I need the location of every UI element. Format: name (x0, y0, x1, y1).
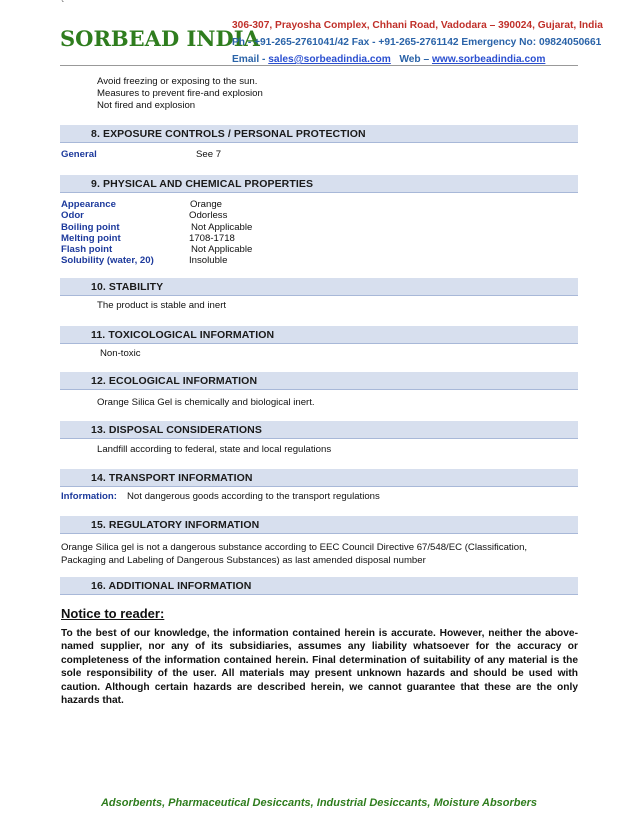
property-label: Melting point (61, 233, 121, 244)
section-header-11 (60, 326, 578, 344)
web-label: Web – (390, 54, 432, 65)
property-value: Odorless (189, 210, 228, 221)
section-header-8 (60, 125, 578, 143)
section-title: 9. PHYSICAL AND CHEMICAL PROPERTIES (91, 178, 314, 190)
section-title: 10. STABILITY (91, 281, 164, 293)
property-label: Appearance (61, 199, 116, 210)
property-label: Boiling point (61, 222, 120, 233)
corner-mark: ` (61, 0, 65, 11)
section-title: 13. DISPOSAL CONSIDERATIONS (91, 424, 262, 436)
section-title: 12. ECOLOGICAL INFORMATION (91, 375, 258, 387)
disposal-text: Landfill according to federal, state and local regulations (97, 444, 332, 455)
section-title: 8. EXPOSURE CONTROLS / PERSONAL PROTECTION (91, 128, 366, 140)
intro-line: Avoid freezing or exposing to the sun. (97, 76, 258, 87)
company-logo: SORBEAD INDIA (60, 26, 260, 51)
property-label: Solubility (water, 20) (61, 255, 154, 266)
section-header-9 (60, 175, 578, 193)
intro-line: Not fired and explosion (97, 100, 196, 111)
section-header-15 (60, 516, 578, 534)
section-header-16 (60, 577, 578, 595)
general-label: General (61, 149, 97, 160)
property-value: Orange (190, 199, 222, 210)
property-value: Insoluble (189, 255, 228, 266)
ecology-text: Orange Silica Gel is chemically and biological inert. (97, 397, 315, 408)
web-link[interactable]: www.sorbeadindia.com (431, 54, 546, 65)
header-divider (60, 65, 578, 66)
section-header-10 (60, 278, 578, 296)
section-title: 16. ADDITIONAL INFORMATION (91, 580, 252, 592)
property-label: Odor (61, 210, 84, 221)
company-phone: Ph - +91-265-2761041/42 Fax - +91-265-2761142 Emergency No: 09824050661 (232, 37, 602, 48)
notice-title: Notice to reader: (61, 606, 165, 621)
property-value: Not Applicable (191, 222, 253, 233)
property-value: Not Applicable (191, 244, 253, 255)
section-header-14 (60, 469, 578, 487)
section-title: 15. REGULATORY INFORMATION (91, 519, 260, 531)
section-title: 11. TOXICOLOGICAL INFORMATION (91, 329, 275, 341)
toxicology-text: Non-toxic (100, 348, 141, 359)
transport-label: Information: (61, 491, 117, 502)
regulatory-text: Packaging and Labeling of Dangerous Substances) as last amended disposal number (61, 555, 426, 566)
regulatory-text: Orange Silica gel is not a dangerous substance according to EEC Council Directive 67/548/EC (Classification, (61, 542, 528, 553)
section-title: 14. TRANSPORT INFORMATION (91, 472, 253, 484)
notice-body: To the best of our knowledge, the information contained herein is accurate. However, neither the above-named supplier, nor any of its subsidiaries, assumes any liability whatsoever for the accuracy or completeness of the information contained herein. Final determination of suitability of any material is the sole responsibility of the user. All materials may present unknown hazards and should be used with caution. Although certain hazards are described herein, we cannot guarantee that these are the only hazards that. (61, 628, 578, 707)
email-link[interactable]: sales@sorbeadindia.com (268, 54, 391, 65)
section-header-12 (60, 372, 578, 390)
email-label: Email - (232, 54, 269, 65)
footer-tagline: Adsorbents, Pharmaceutical Desiccants, Industrial Desiccants, Moisture Absorbers (100, 797, 538, 809)
stability-text: The product is stable and inert (97, 300, 227, 311)
general-value: See 7 (196, 149, 222, 160)
section-header-13 (60, 421, 578, 439)
property-value: 1708-1718 (189, 233, 235, 244)
company-address: 306-307, Prayosha Complex, Chhani Road, Vadodara – 390024, Gujarat, India (232, 20, 603, 31)
company-contact-block (232, 17, 603, 68)
property-label: Flash point (61, 244, 113, 255)
transport-text: Not dangerous goods according to the transport regulations (127, 491, 380, 502)
intro-line: Measures to prevent fire-and explosion (97, 88, 263, 99)
